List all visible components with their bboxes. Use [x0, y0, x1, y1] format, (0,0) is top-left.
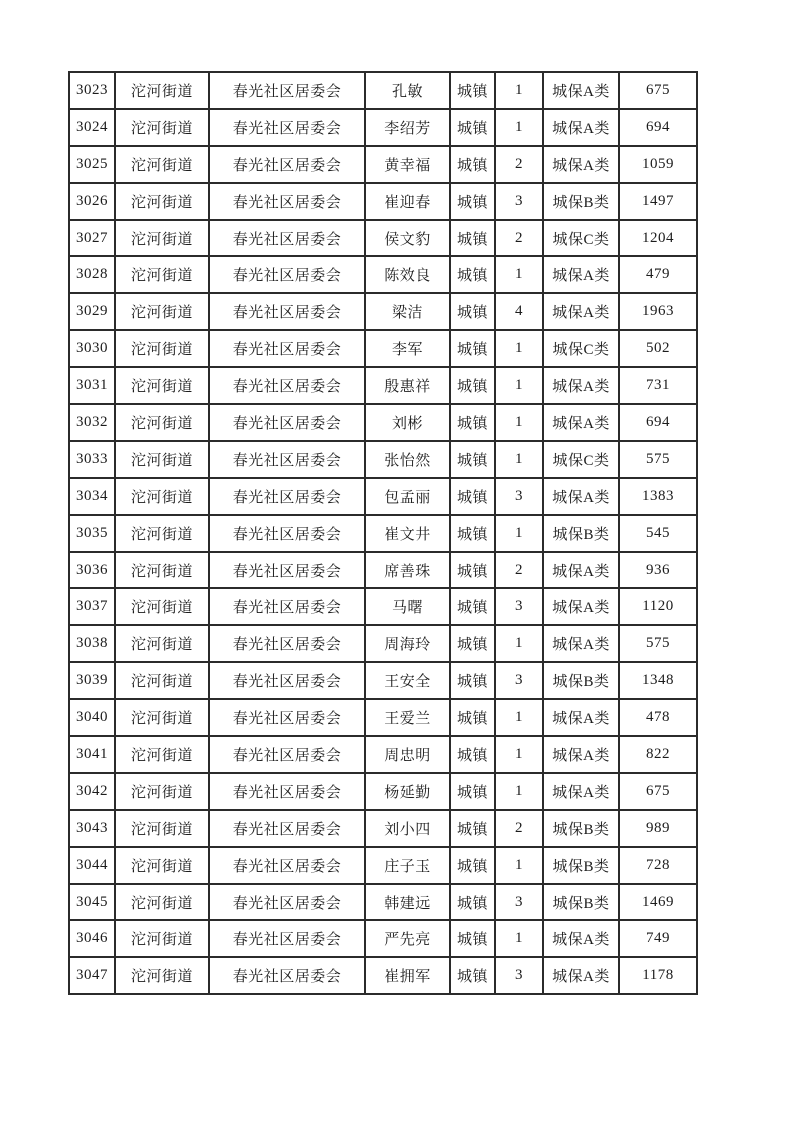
cell-count: 1: [495, 109, 543, 146]
cell-type: 城保A类: [543, 146, 619, 183]
cell-street: 沱河街道: [115, 330, 209, 367]
table-row: [69, 699, 697, 736]
cell-id: 3026: [69, 183, 115, 220]
table-row: [69, 552, 697, 589]
cell-count: 3: [495, 884, 543, 921]
cell-amount: 478: [619, 699, 697, 736]
cell-amount: 1497: [619, 183, 697, 220]
table-row: [69, 920, 697, 957]
table-row: [69, 441, 697, 478]
cell-category: 城镇: [450, 256, 495, 293]
cell-amount: 1963: [619, 293, 697, 330]
cell-id: 3031: [69, 367, 115, 404]
cell-street: 沱河街道: [115, 552, 209, 589]
cell-count: 1: [495, 256, 543, 293]
cell-amount: 479: [619, 256, 697, 293]
cell-count: 3: [495, 588, 543, 625]
cell-committee: 春光社区居委会: [209, 588, 365, 625]
cell-category: 城镇: [450, 588, 495, 625]
cell-amount: 1348: [619, 662, 697, 699]
table-row: [69, 588, 697, 625]
cell-count: 3: [495, 183, 543, 220]
cell-street: 沱河街道: [115, 367, 209, 404]
cell-category: 城镇: [450, 699, 495, 736]
cell-category: 城镇: [450, 662, 495, 699]
cell-committee: 春光社区居委会: [209, 220, 365, 257]
cell-name: 黄幸福: [365, 146, 450, 183]
table-body: [69, 72, 697, 994]
cell-count: 1: [495, 515, 543, 552]
cell-committee: 春光社区居委会: [209, 847, 365, 884]
cell-name: 韩建远: [365, 884, 450, 921]
cell-street: 沱河街道: [115, 515, 209, 552]
cell-type: 城保A类: [543, 293, 619, 330]
cell-category: 城镇: [450, 884, 495, 921]
cell-category: 城镇: [450, 404, 495, 441]
cell-id: 3025: [69, 146, 115, 183]
cell-committee: 春光社区居委会: [209, 884, 365, 921]
cell-type: 城保A类: [543, 773, 619, 810]
table-row: [69, 773, 697, 810]
cell-category: 城镇: [450, 183, 495, 220]
cell-id: 3028: [69, 256, 115, 293]
cell-amount: 545: [619, 515, 697, 552]
cell-amount: 728: [619, 847, 697, 884]
cell-name: 严先亮: [365, 920, 450, 957]
cell-name: 杨延勤: [365, 773, 450, 810]
cell-type: 城保A类: [543, 699, 619, 736]
cell-committee: 春光社区居委会: [209, 441, 365, 478]
cell-type: 城保A类: [543, 72, 619, 109]
cell-committee: 春光社区居委会: [209, 810, 365, 847]
cell-id: 3033: [69, 441, 115, 478]
cell-type: 城保A类: [543, 920, 619, 957]
cell-type: 城保A类: [543, 478, 619, 515]
cell-id: 3027: [69, 220, 115, 257]
cell-amount: 1178: [619, 957, 697, 994]
cell-street: 沱河街道: [115, 293, 209, 330]
cell-category: 城镇: [450, 773, 495, 810]
cell-count: 2: [495, 146, 543, 183]
cell-street: 沱河街道: [115, 957, 209, 994]
cell-category: 城镇: [450, 847, 495, 884]
cell-amount: 1383: [619, 478, 697, 515]
cell-type: 城保A类: [543, 367, 619, 404]
cell-committee: 春光社区居委会: [209, 662, 365, 699]
cell-id: 3046: [69, 920, 115, 957]
cell-type: 城保B类: [543, 515, 619, 552]
cell-type: 城保B类: [543, 847, 619, 884]
cell-committee: 春光社区居委会: [209, 625, 365, 662]
cell-count: 3: [495, 478, 543, 515]
cell-count: 1: [495, 699, 543, 736]
cell-category: 城镇: [450, 367, 495, 404]
cell-count: 3: [495, 957, 543, 994]
cell-amount: 822: [619, 736, 697, 773]
cell-amount: 731: [619, 367, 697, 404]
cell-id: 3039: [69, 662, 115, 699]
cell-committee: 春光社区居委会: [209, 330, 365, 367]
cell-street: 沱河街道: [115, 146, 209, 183]
cell-street: 沱河街道: [115, 699, 209, 736]
table-row: [69, 220, 697, 257]
cell-category: 城镇: [450, 920, 495, 957]
cell-count: 1: [495, 736, 543, 773]
cell-amount: 675: [619, 773, 697, 810]
table-row: [69, 293, 697, 330]
table-row: [69, 662, 697, 699]
cell-id: 3029: [69, 293, 115, 330]
cell-count: 1: [495, 773, 543, 810]
table-row: [69, 404, 697, 441]
cell-amount: 694: [619, 404, 697, 441]
cell-amount: 675: [619, 72, 697, 109]
cell-committee: 春光社区居委会: [209, 404, 365, 441]
cell-committee: 春光社区居委会: [209, 515, 365, 552]
table-row: [69, 72, 697, 109]
cell-id: 3023: [69, 72, 115, 109]
cell-amount: 1059: [619, 146, 697, 183]
cell-name: 崔文井: [365, 515, 450, 552]
cell-name: 席善珠: [365, 552, 450, 589]
cell-street: 沱河街道: [115, 736, 209, 773]
cell-type: 城保A类: [543, 736, 619, 773]
cell-count: 1: [495, 847, 543, 884]
cell-id: 3042: [69, 773, 115, 810]
cell-street: 沱河街道: [115, 588, 209, 625]
cell-name: 刘彬: [365, 404, 450, 441]
cell-committee: 春光社区居委会: [209, 957, 365, 994]
cell-category: 城镇: [450, 957, 495, 994]
cell-category: 城镇: [450, 552, 495, 589]
table-row: [69, 957, 697, 994]
cell-amount: 1204: [619, 220, 697, 257]
cell-committee: 春光社区居委会: [209, 699, 365, 736]
cell-name: 刘小四: [365, 810, 450, 847]
table-row: [69, 884, 697, 921]
cell-amount: 1469: [619, 884, 697, 921]
table-row: [69, 109, 697, 146]
cell-name: 王爱兰: [365, 699, 450, 736]
cell-committee: 春光社区居委会: [209, 109, 365, 146]
cell-type: 城保A类: [543, 109, 619, 146]
cell-count: 1: [495, 72, 543, 109]
table-row: [69, 146, 697, 183]
cell-id: 3043: [69, 810, 115, 847]
cell-amount: 936: [619, 552, 697, 589]
cell-category: 城镇: [450, 441, 495, 478]
cell-type: 城保B类: [543, 810, 619, 847]
cell-id: 3035: [69, 515, 115, 552]
cell-amount: 694: [619, 109, 697, 146]
cell-type: 城保B类: [543, 662, 619, 699]
cell-street: 沱河街道: [115, 810, 209, 847]
cell-street: 沱河街道: [115, 884, 209, 921]
cell-type: 城保A类: [543, 957, 619, 994]
cell-category: 城镇: [450, 515, 495, 552]
cell-amount: 575: [619, 441, 697, 478]
cell-street: 沱河街道: [115, 72, 209, 109]
cell-id: 3036: [69, 552, 115, 589]
cell-count: 1: [495, 441, 543, 478]
cell-count: 1: [495, 625, 543, 662]
cell-id: 3034: [69, 478, 115, 515]
cell-street: 沱河街道: [115, 478, 209, 515]
cell-name: 崔迎春: [365, 183, 450, 220]
cell-type: 城保C类: [543, 330, 619, 367]
cell-count: 1: [495, 920, 543, 957]
cell-category: 城镇: [450, 810, 495, 847]
cell-type: 城保C类: [543, 441, 619, 478]
cell-street: 沱河街道: [115, 662, 209, 699]
cell-count: 4: [495, 293, 543, 330]
cell-id: 3045: [69, 884, 115, 921]
cell-name: 陈效良: [365, 256, 450, 293]
cell-name: 庄子玉: [365, 847, 450, 884]
cell-id: 3044: [69, 847, 115, 884]
cell-committee: 春光社区居委会: [209, 920, 365, 957]
cell-type: 城保A类: [543, 404, 619, 441]
cell-amount: 989: [619, 810, 697, 847]
cell-category: 城镇: [450, 478, 495, 515]
cell-category: 城镇: [450, 72, 495, 109]
cell-committee: 春光社区居委会: [209, 367, 365, 404]
table-row: [69, 256, 697, 293]
cell-count: 3: [495, 662, 543, 699]
cell-street: 沱河街道: [115, 220, 209, 257]
table-row: [69, 478, 697, 515]
cell-street: 沱河街道: [115, 773, 209, 810]
cell-type: 城保A类: [543, 256, 619, 293]
cell-committee: 春光社区居委会: [209, 183, 365, 220]
cell-id: 3041: [69, 736, 115, 773]
cell-category: 城镇: [450, 146, 495, 183]
cell-committee: 春光社区居委会: [209, 736, 365, 773]
cell-amount: 502: [619, 330, 697, 367]
cell-street: 沱河街道: [115, 441, 209, 478]
cell-count: 1: [495, 404, 543, 441]
cell-committee: 春光社区居委会: [209, 773, 365, 810]
cell-committee: 春光社区居委会: [209, 552, 365, 589]
table-row: [69, 515, 697, 552]
cell-count: 2: [495, 810, 543, 847]
cell-category: 城镇: [450, 625, 495, 662]
cell-amount: 1120: [619, 588, 697, 625]
table-row: [69, 847, 697, 884]
cell-id: 3024: [69, 109, 115, 146]
table-row: [69, 367, 697, 404]
cell-count: 2: [495, 220, 543, 257]
cell-count: 1: [495, 330, 543, 367]
table-row: [69, 330, 697, 367]
cell-street: 沱河街道: [115, 847, 209, 884]
cell-id: 3040: [69, 699, 115, 736]
cell-id: 3047: [69, 957, 115, 994]
cell-street: 沱河街道: [115, 404, 209, 441]
cell-id: 3032: [69, 404, 115, 441]
cell-type: 城保B类: [543, 183, 619, 220]
cell-category: 城镇: [450, 109, 495, 146]
cell-category: 城镇: [450, 220, 495, 257]
cell-name: 李绍芳: [365, 109, 450, 146]
cell-type: 城保B类: [543, 884, 619, 921]
cell-category: 城镇: [450, 293, 495, 330]
cell-name: 孔敏: [365, 72, 450, 109]
cell-name: 张怡然: [365, 441, 450, 478]
cell-committee: 春光社区居委会: [209, 256, 365, 293]
cell-name: 崔拥军: [365, 957, 450, 994]
cell-name: 马曙: [365, 588, 450, 625]
cell-category: 城镇: [450, 736, 495, 773]
cell-amount: 575: [619, 625, 697, 662]
cell-type: 城保A类: [543, 552, 619, 589]
cell-committee: 春光社区居委会: [209, 146, 365, 183]
cell-type: 城保A类: [543, 625, 619, 662]
cell-name: 侯文豹: [365, 220, 450, 257]
cell-category: 城镇: [450, 330, 495, 367]
cell-committee: 春光社区居委会: [209, 293, 365, 330]
cell-street: 沱河街道: [115, 109, 209, 146]
cell-name: 周海玲: [365, 625, 450, 662]
cell-street: 沱河街道: [115, 183, 209, 220]
cell-street: 沱河街道: [115, 920, 209, 957]
cell-committee: 春光社区居委会: [209, 72, 365, 109]
cell-count: 1: [495, 367, 543, 404]
table-row: [69, 625, 697, 662]
table-row: [69, 810, 697, 847]
cell-name: 包孟丽: [365, 478, 450, 515]
cell-name: 李军: [365, 330, 450, 367]
cell-amount: 749: [619, 920, 697, 957]
cell-name: 王安全: [365, 662, 450, 699]
cell-type: 城保A类: [543, 588, 619, 625]
table-row: [69, 736, 697, 773]
cell-id: 3038: [69, 625, 115, 662]
cell-count: 2: [495, 552, 543, 589]
cell-street: 沱河街道: [115, 625, 209, 662]
cell-type: 城保C类: [543, 220, 619, 257]
cell-name: 周忠明: [365, 736, 450, 773]
table-row: [69, 183, 697, 220]
cell-street: 沱河街道: [115, 256, 209, 293]
cell-name: 殷惠祥: [365, 367, 450, 404]
cell-id: 3030: [69, 330, 115, 367]
cell-id: 3037: [69, 588, 115, 625]
cell-name: 梁洁: [365, 293, 450, 330]
roster-table: [68, 71, 698, 995]
cell-committee: 春光社区居委会: [209, 478, 365, 515]
